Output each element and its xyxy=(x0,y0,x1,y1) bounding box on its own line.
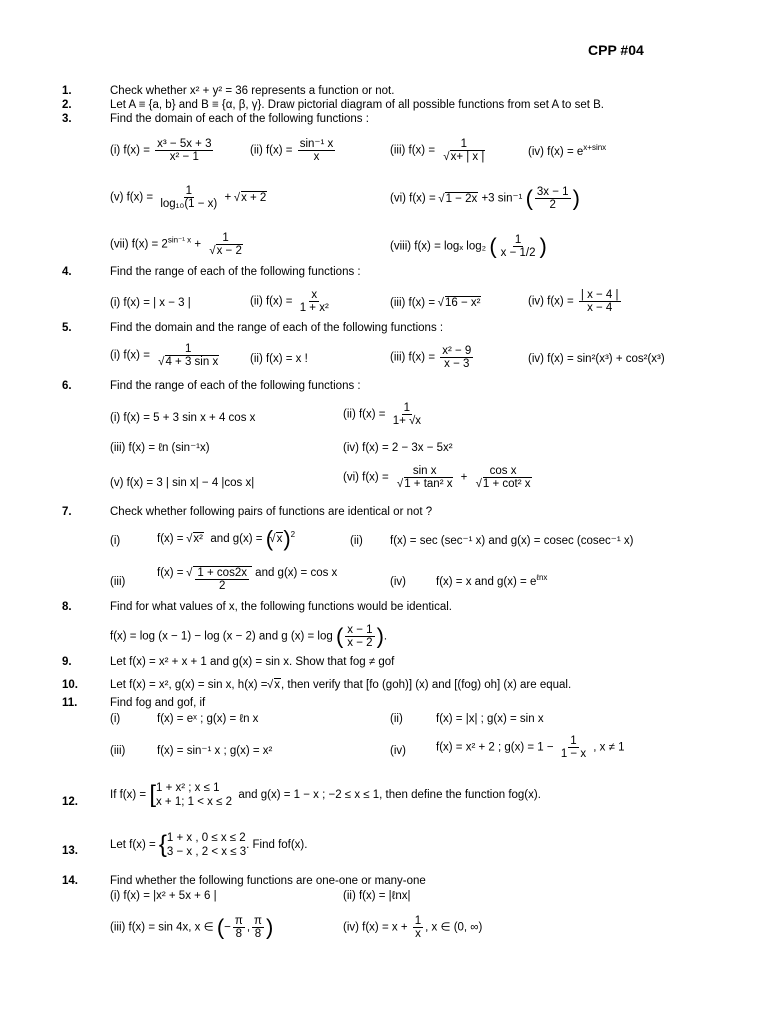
q14-part-ii: (ii) f(x) = |ℓnx| xyxy=(343,890,411,902)
q11-part-ii-label: (ii) xyxy=(390,713,403,725)
question-number: 10. xyxy=(62,679,78,691)
question-number: 11. xyxy=(62,697,78,709)
question-text: Find the range of each of the following functions : xyxy=(110,266,361,278)
paren-open: ( xyxy=(216,914,225,940)
plus-sign: + xyxy=(460,471,468,484)
q6-part-ii xyxy=(343,402,425,427)
part-label: (iv) f(x) = e xyxy=(528,146,584,158)
case-row: x + 1; 1 < x ≤ 2 xyxy=(155,796,232,808)
paren-close: ) xyxy=(572,185,580,211)
question-number: 6. xyxy=(62,380,72,392)
q3-part-iii xyxy=(390,138,489,163)
numerator: | x − 4 | xyxy=(580,289,619,301)
plus-sign: + xyxy=(224,191,232,204)
numerator: sin⁻¹ x xyxy=(299,138,334,150)
part-label: (iii) f(x) = xyxy=(390,144,436,157)
period: . xyxy=(383,630,388,643)
square-root: √ x xyxy=(276,532,283,545)
question-text xyxy=(110,679,571,692)
square-root: √ 4 + 3 sin x xyxy=(165,355,219,368)
numerator: 3x − 1 xyxy=(536,186,569,198)
part-label: and g(x) = xyxy=(210,533,263,545)
part-label: (vii) f(x) = 2 xyxy=(110,238,168,251)
numerator: x xyxy=(311,289,318,301)
numerator: π xyxy=(254,915,262,927)
fraction xyxy=(473,465,534,490)
piecewise-cases xyxy=(156,781,232,809)
fraction xyxy=(155,343,221,368)
question-text: Find the range of each of the following functions : xyxy=(110,380,361,392)
denominator: 1 − x xyxy=(560,748,587,760)
exponent: 2 xyxy=(290,530,296,540)
q3-part-vii xyxy=(110,232,247,257)
paren-close: ) xyxy=(539,233,547,259)
denominator: x − 4 xyxy=(587,302,613,314)
fraction xyxy=(440,345,473,370)
part-label: and g(x) = cos x xyxy=(255,567,338,579)
text-part: Let f(x) = xyxy=(110,839,156,852)
part-label: (iii) f(x) = xyxy=(390,351,436,364)
numerator: √ 1 + cos2x xyxy=(197,567,247,579)
plus-sign: + xyxy=(194,238,202,251)
square-root: √ 1 + tan² x xyxy=(404,477,454,490)
q7-part-iv-label: (iv) xyxy=(390,576,406,588)
fraction xyxy=(535,186,571,211)
fraction xyxy=(391,402,423,427)
numerator: 1 xyxy=(570,735,577,747)
fraction xyxy=(252,915,264,940)
fraction xyxy=(499,234,538,259)
q3-part-i xyxy=(110,138,215,163)
question-text: Find the domain of each of the following functions : xyxy=(110,113,369,125)
fraction xyxy=(345,624,374,649)
piecewise-cases xyxy=(167,831,246,859)
exponent: ℓnx xyxy=(536,573,548,583)
denominator: x − 3 xyxy=(444,358,470,370)
q4-part-iii xyxy=(390,297,481,310)
q14-part-i: (i) f(x) = |x² + 5x + 6 | xyxy=(110,890,217,902)
part-label: (i) f(x) = xyxy=(110,349,150,362)
q3-part-iv xyxy=(528,143,607,159)
denominator xyxy=(448,151,487,163)
denominator xyxy=(402,478,456,490)
fraction xyxy=(579,289,621,314)
equation-text: f(x) = log (x − 1) − log (x − 2) and g (x) = log xyxy=(110,630,333,643)
square-root: √ x+ | x | xyxy=(450,150,485,163)
part-label: (ii) f(x) = xyxy=(250,295,293,308)
q3-part-v xyxy=(110,185,267,210)
part-label: (vi) f(x) = xyxy=(390,192,436,205)
condition: , x ≠ 1 xyxy=(593,741,625,754)
q6-part-iii: (iii) f(x) = ℓn (sin⁻¹x) xyxy=(110,442,210,454)
piecewise-brace: { xyxy=(158,831,167,858)
q5-part-ii: (ii) f(x) = x ! xyxy=(250,353,308,365)
denominator: 2 xyxy=(218,580,226,592)
square-root: √ x + 2 xyxy=(241,191,268,204)
denominator xyxy=(214,245,245,257)
denominator: log₁₀(1 − x) xyxy=(160,198,218,210)
denominator: 1 + x² xyxy=(299,302,329,314)
square-root: √ 1 − 2x xyxy=(445,192,478,205)
fraction xyxy=(158,185,219,210)
fraction xyxy=(233,915,245,940)
square-root: √ x xyxy=(274,678,281,691)
part-label: f(x) = xyxy=(157,533,184,545)
q11-part-i-label: (i) xyxy=(110,713,121,725)
question-number: 14. xyxy=(62,875,78,887)
denominator xyxy=(481,478,534,490)
numerator: x³ − 5x + 3 xyxy=(157,138,212,150)
question-number: 8. xyxy=(62,601,72,613)
denominator: x xyxy=(415,928,421,940)
q7-part-ii-label: (ii) xyxy=(350,535,363,547)
fraction xyxy=(155,138,213,163)
q7-part-i-label: (i) xyxy=(110,535,121,547)
question-number: 9. xyxy=(62,656,72,668)
question-text xyxy=(110,781,541,809)
question-text: Find fog and gof, if xyxy=(110,697,206,709)
part-label: f(x) = xyxy=(157,567,184,579)
q7-part-iii xyxy=(157,566,337,592)
q6-part-iv: (iv) f(x) = 2 − 3x − 5x² xyxy=(343,442,453,454)
square-root: √ x² xyxy=(193,532,204,545)
q4-part-iv xyxy=(528,289,623,314)
q11-part-i: f(x) = eˣ ; g(x) = ℓn x xyxy=(157,713,259,725)
q3-part-vi xyxy=(390,186,580,211)
numerator: 1 xyxy=(184,343,192,355)
numerator: cos x xyxy=(489,465,517,477)
q7-part-iii-label: (iii) xyxy=(110,576,126,588)
q5-part-iii xyxy=(390,345,475,370)
denominator: 8 xyxy=(235,928,243,940)
case-row: 3 − x , 2 < x ≤ 3 xyxy=(166,846,247,858)
case-row: 1 + x , 0 ≤ x ≤ 2 xyxy=(166,832,246,844)
numerator: 1 xyxy=(403,402,411,414)
question-text: Check whether x² + y² = 36 represents a function or not. xyxy=(110,85,395,97)
denominator: x − 1/2 xyxy=(500,247,536,259)
numerator: x² − 9 xyxy=(442,345,472,357)
paren-open: ( xyxy=(489,233,497,259)
q4-part-ii xyxy=(250,289,333,314)
square-root: √ 16 − x² xyxy=(445,296,482,309)
question-number: 4. xyxy=(62,266,72,278)
numerator: sin x xyxy=(412,465,437,477)
question-number: 5. xyxy=(62,322,72,334)
square-root: √ x − 2 xyxy=(216,244,243,257)
text-part: Let f(x) = x², g(x) = sin x, h(x) = xyxy=(110,679,268,691)
question-number: 2. xyxy=(62,99,72,111)
q11-part-ii: f(x) = |x| ; g(x) = sin x xyxy=(436,713,544,725)
q11-part-iv-label: (iv) xyxy=(390,745,406,757)
denominator: x² − 1 xyxy=(169,151,199,163)
q11-part-iv xyxy=(436,735,625,760)
q11-part-iii: f(x) = sin⁻¹ x ; g(x) = x² xyxy=(157,745,273,757)
numerator: 1 xyxy=(185,185,192,197)
fraction xyxy=(298,289,331,314)
paren-close: ) xyxy=(265,914,274,940)
case-row: 1 + x² ; x ≤ 1 xyxy=(155,782,220,794)
part-label: (viii) f(x) = logₓ log₂ xyxy=(390,240,487,253)
part-label: f(x) = x and g(x) = e xyxy=(436,576,537,588)
q7-part-iv xyxy=(436,573,548,589)
condition: , x ∈ (0, ∞) xyxy=(425,921,483,934)
arcsine-term: +3 sin⁻¹ xyxy=(481,192,523,205)
part-label: f(x) = x² + 2 ; g(x) = 1 − xyxy=(436,741,554,754)
q5-part-iv: (iv) f(x) = sin²(x³) + cos²(x³) xyxy=(528,353,665,365)
q11-part-iii-label: (iii) xyxy=(110,745,126,757)
part-label: (iv) f(x) = xyxy=(528,295,574,308)
q3-part-ii xyxy=(250,138,337,163)
fraction xyxy=(195,567,249,592)
fraction xyxy=(440,138,487,163)
text-part: . Find fof(x). xyxy=(246,839,308,852)
q14-part-iv xyxy=(343,915,482,940)
question-number: 12. xyxy=(62,796,78,808)
piecewise-brace: [ xyxy=(149,781,156,808)
question-number: 7. xyxy=(62,506,72,518)
question-text: Find whether the following functions are one-one or many-one xyxy=(110,875,426,887)
denominator: 8 xyxy=(254,928,262,940)
q8-equation xyxy=(110,624,387,649)
q3-part-viii xyxy=(390,234,547,259)
paren-open: ( xyxy=(265,525,274,551)
paren-close: ) xyxy=(283,525,291,551)
denominator xyxy=(163,356,221,368)
part-label: (iii) f(x) = sin 4x, x ∈ xyxy=(110,921,214,934)
fraction xyxy=(559,735,588,760)
denominator: x − 2 xyxy=(347,637,373,649)
numerator: π xyxy=(234,915,243,927)
question-text: Find the domain and the range of each of the following functions : xyxy=(110,322,444,334)
exponent: sin⁻¹ x xyxy=(167,235,192,245)
text-part: and g(x) = 1 − x ; −2 ≤ x ≤ 1, then define the function fog(x). xyxy=(238,789,541,802)
q5-part-i xyxy=(110,343,223,368)
part-label: (ii) f(x) = xyxy=(343,408,386,421)
q7-part-i xyxy=(157,525,296,551)
fraction xyxy=(394,465,456,490)
q6-part-i: (i) f(x) = 5 + 3 sin x + 4 cos x xyxy=(110,412,256,424)
q7-part-ii: f(x) = sec (sec⁻¹ x) and g(x) = cosec (cosec⁻¹ x) xyxy=(390,535,634,547)
numerator: 1 xyxy=(460,138,467,150)
question-number: 3. xyxy=(62,113,72,125)
numerator: 1 xyxy=(222,232,229,244)
square-root: √ 1 + cot² x xyxy=(483,477,532,490)
paren-close: ) xyxy=(376,623,384,649)
question-text: Find for what values of x, the following functions would be identical. xyxy=(110,601,452,613)
exponent: x+sinx xyxy=(583,143,607,153)
denominator: x xyxy=(313,151,320,163)
fraction xyxy=(298,138,336,163)
question-number: 13. xyxy=(62,845,78,857)
numerator: x − 1 xyxy=(347,624,373,636)
part-label: (vi) f(x) = xyxy=(343,471,389,484)
q4-part-i: (i) f(x) = | x − 3 | xyxy=(110,297,191,309)
fraction xyxy=(413,915,423,940)
numerator: 1 xyxy=(414,915,422,927)
q6-part-vi xyxy=(343,465,536,490)
fraction xyxy=(206,232,245,257)
part-label: (i) f(x) = xyxy=(110,144,150,157)
question-text: Let f(x) = x² + x + 1 and g(x) = sin x. Show that fog ≠ gof xyxy=(110,656,395,668)
page-title: CPP #04 xyxy=(588,42,644,58)
paren-open: ( xyxy=(525,185,533,211)
question-text: Let A ≡ {a, b} and B ≡ {α, β, γ}. Draw pictorial diagram of all possible functions from set A to set B. xyxy=(110,99,604,111)
text-part: If f(x) = xyxy=(110,789,147,802)
question-text: Check whether following pairs of functions are identical or not ? xyxy=(110,506,433,518)
question-text xyxy=(110,831,307,859)
text-part: , then verify that [fo (goh)] (x) and [(fog) oh] (x) are equal. xyxy=(280,679,572,691)
numerator: 1 xyxy=(514,234,522,246)
q14-part-iii: (iii) f(x) = sin 4x, x ∈ (− $\frac{\pi}{8}$ , $\frac{\pi}{8}$ ) xyxy=(110,914,274,940)
q6-part-v: (v) f(x) = 3 | sin x| − 4 |cos x| xyxy=(110,477,255,489)
denominator: 2 xyxy=(549,199,556,211)
question-number: 1. xyxy=(62,85,72,97)
part-label: (ii) f(x) = xyxy=(250,144,293,157)
part-label: (iii) f(x) = xyxy=(390,297,436,309)
denominator: 1+ √x xyxy=(392,415,422,427)
part-label: (iv) f(x) = x + xyxy=(343,921,408,934)
square-root xyxy=(193,566,252,592)
paren-open: ( xyxy=(335,623,344,649)
part-label: (v) f(x) = xyxy=(110,191,154,204)
